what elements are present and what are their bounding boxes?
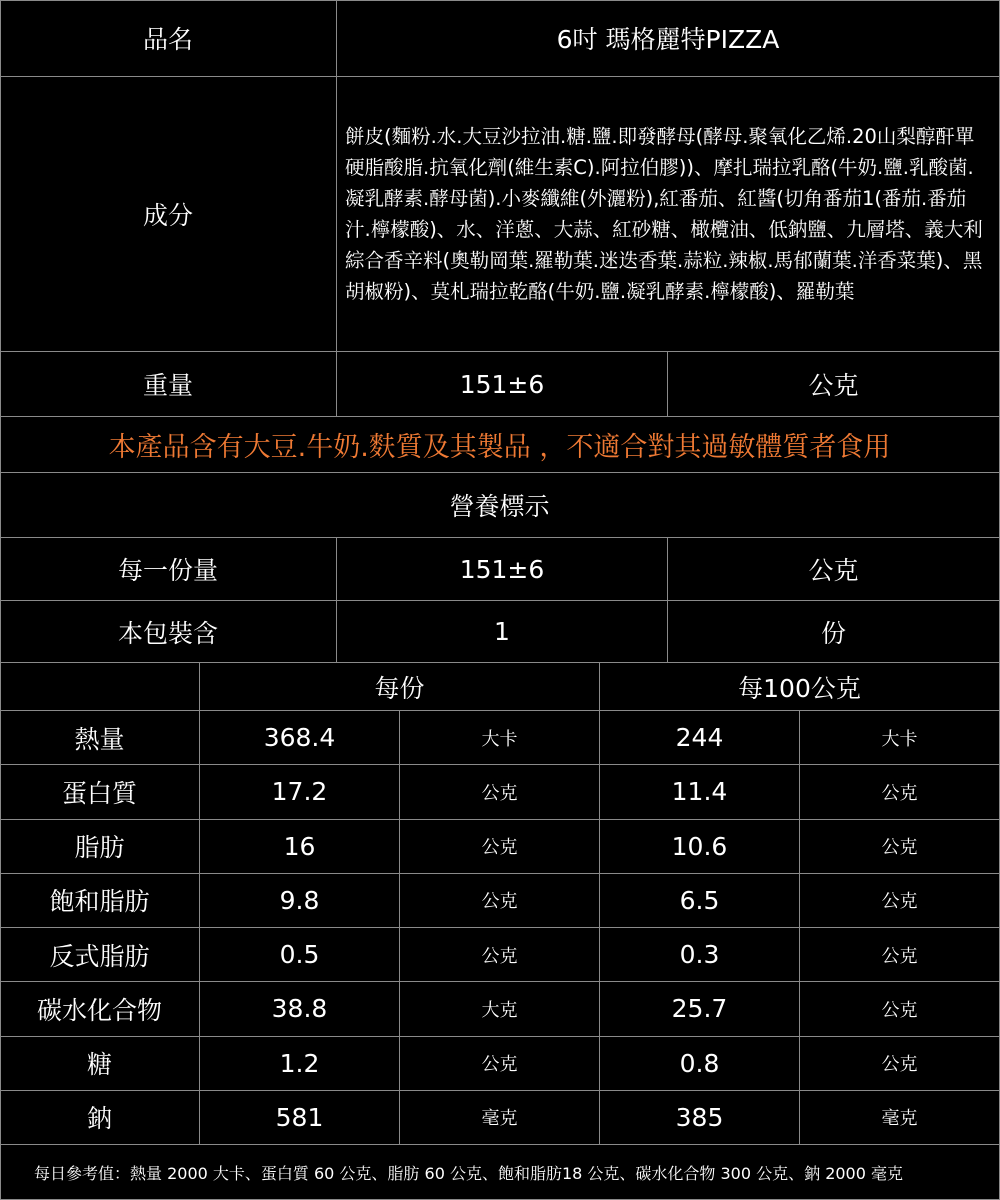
per-serving-value: 38.8 (200, 982, 400, 1036)
ingredients-label: 成分 (0, 77, 337, 352)
column-header-per-100g: 每100公克 (600, 663, 1000, 711)
per-serving-value: 581 (200, 1091, 400, 1145)
per-100g-unit: 公克 (800, 765, 1000, 819)
per-100g-value: 0.8 (600, 1037, 800, 1091)
per-serving-value: 0.5 (200, 928, 400, 982)
product-name-label: 品名 (0, 0, 337, 77)
nutrient-name: 反式脂肪 (0, 928, 200, 982)
per-serving-unit: 公克 (400, 874, 600, 928)
per-100g-value: 25.7 (600, 982, 800, 1036)
per-serving-unit: 公克 (400, 765, 600, 819)
weight-value: 151±6 (337, 352, 668, 417)
per-100g-value: 385 (600, 1091, 800, 1145)
per-serving-unit: 毫克 (400, 1091, 600, 1145)
per-100g-value: 0.3 (600, 928, 800, 982)
per-serving-value: 368.4 (200, 711, 400, 765)
allergen-notice: 本產品含有大豆.牛奶.麩質及其製品 ，不適合對其過敏體質者食用 (0, 417, 1000, 473)
per-100g-value: 11.4 (600, 765, 800, 819)
nutrient-name: 飽和脂肪 (0, 874, 200, 928)
per-serving-unit: 公克 (400, 820, 600, 874)
servings-label: 本包裝含 (0, 601, 337, 663)
nutrient-name: 鈉 (0, 1091, 200, 1145)
per-100g-unit: 公克 (800, 820, 1000, 874)
per-serving-value: 9.8 (200, 874, 400, 928)
nutrient-name: 熱量 (0, 711, 200, 765)
per-100g-unit: 公克 (800, 1037, 1000, 1091)
daily-reference-note: 每日參考值：熱量 2000 大卡、蛋白質 60 公克、脂肪 60 公克、飽和脂肪18 公克、碳水化合物 300 公克、鈉 2000 毫克 (0, 1145, 1000, 1200)
nutrient-name: 碳水化合物 (0, 982, 200, 1036)
per-serving-unit: 公克 (400, 928, 600, 982)
nutrient-header-blank (0, 663, 200, 711)
per-serving-unit: 公克 (400, 1037, 600, 1091)
per-serving-unit: 大卡 (400, 711, 600, 765)
nutrient-name: 蛋白質 (0, 765, 200, 819)
per-100g-value: 244 (600, 711, 800, 765)
serving-size-value: 151±6 (337, 538, 668, 601)
per-serving-value: 1.2 (200, 1037, 400, 1091)
per-100g-value: 10.6 (600, 820, 800, 874)
per-serving-unit: 大克 (400, 982, 600, 1036)
servings-value: 1 (337, 601, 668, 663)
per-100g-unit: 毫克 (800, 1091, 1000, 1145)
per-100g-unit: 公克 (800, 874, 1000, 928)
per-100g-unit: 公克 (800, 982, 1000, 1036)
nutrient-name: 脂肪 (0, 820, 200, 874)
per-serving-value: 16 (200, 820, 400, 874)
weight-label: 重量 (0, 352, 337, 417)
ingredients-content: 餅皮(麵粉.水.大豆沙拉油.糖.鹽.即發酵母(酵母.聚氧化乙烯.20山梨醇酐單硬脂酸脂.抗氧化劑(維生素C).阿拉伯膠))、摩扎瑞拉乳酪(牛奶.鹽.乳酸菌.凝乳酵素.酵母菌).小麥纖維(外灑粉),紅番茄、紅醬(切角番茄1(番茄.番茄汁.檸檬酸)、水、洋蔥、大蒜、紅砂糖、橄欖油、低鈉鹽、九層塔、義大利綜合香辛料(奧勒岡葉.羅勒葉.迷迭香葉.蒜粒.辣椒.馬郁蘭葉.洋香菜葉)、黑胡椒粉)、莫札瑞拉乾酪(牛奶.鹽.凝乳酵素.檸檬酸)、羅勒葉 (345, 125, 983, 303)
weight-unit: 公克 (668, 352, 1000, 417)
serving-size-label: 每一份量 (0, 538, 337, 601)
per-100g-value: 6.5 (600, 874, 800, 928)
product-name-value: 6吋 瑪格麗特PIZZA (337, 0, 1000, 77)
nutrient-name: 糖 (0, 1037, 200, 1091)
ingredients-text (337, 77, 1000, 352)
column-header-per-serving: 每份 (200, 663, 600, 711)
per-100g-unit: 公克 (800, 928, 1000, 982)
nutrition-title: 營養標示 (0, 473, 1000, 538)
serving-size-unit: 公克 (668, 538, 1000, 601)
per-serving-value: 17.2 (200, 765, 400, 819)
servings-unit: 份 (668, 601, 1000, 663)
per-100g-unit: 大卡 (800, 711, 1000, 765)
